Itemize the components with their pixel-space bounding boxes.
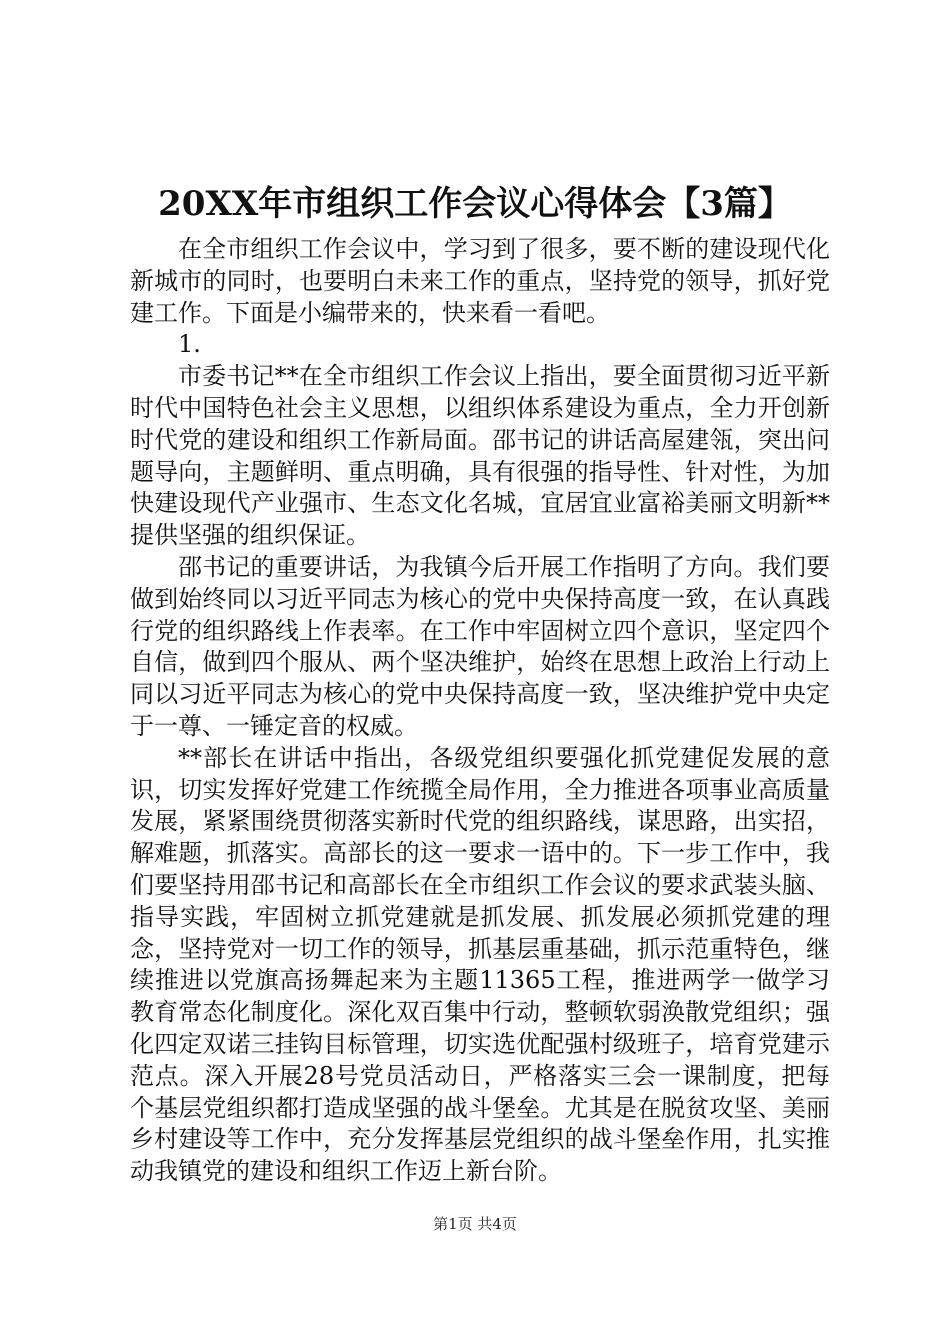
body-paragraph: 邵书记的重要讲话，为我镇今后开展工作指明了方向。我们要做到始终同以习近平同志为核心的党中央保持高度一致，在认真践行党的组织路线上作表率。在工作中牢固树立四个意识，坚定四个自信，做到四个服从、两个坚决维护，始终在思想上政治上行动上同以习近平同志为核心的党中央保持高度一致，坚决维护党中央定于一尊、一锤定音的权威。 [130,552,830,740]
document-body [130,234,830,1188]
section-number: 1. [178,330,201,359]
intro-paragraph: 在全市组织工作会议中，学习到了很多，要不断的建设现代化新城市的同时，也要明白未来工作的重点，坚持党的领导，抓好党建工作。下面是小编带来的，快来看一看吧。 [130,235,830,327]
body-paragraph: 市委书记**在全市组织工作会议上指出，要全面贯彻习近平新时代中国特色社会主义思想，以组织体系建设为重点，全力开创新时代党的建设和组织工作新局面。邵书记的讲话高屋建瓴，突出问题导向，主题鲜明、重点明确，具有很强的指导性、针对性，为加快建设现代产业强市、生态文化名城，宜居宜业富裕美丽文明新**提供坚强的组织保证。 [130,362,830,550]
page-footer: 第1页 共4页 [433,1215,517,1233]
body-paragraph: **部长在讲话中指出，各级党组织要强化抓党建促发展的意识，切实发挥好党建工作统揽全局作用，全力推进各项事业高质量发展，紧紧围绕贯彻落实新时代党的组织路线，谋思路，出实招，解难题，抓落实。高部长的这一要求一语中的。下一步工作中，我们要坚持用邵书记和高部长在全市组织工作会议的要求武装头脑、指导实践，牢固树立抓党建就是抓发展、抓发展必须抓党建的理念，坚持党对一切工作的领导，抓基层重基础，抓示范重特色，继续推进以党旗高扬舞起来为主题11365工程，推进两学一做学习教育常态化制度化。深化双百集中行动，整顿软弱涣散党组织；强化四定双诺三挂钩目标管理，切实选优配强村级班子，培育党建示范点。深入开展28号党员活动日，严格落实三会一课制度，把每个基层党组织都打造成坚强的战斗堡垒。尤其是在脱贫攻坚、美丽乡村建设等工作中，充分发挥基层党组织的战斗堡垒作用，扎实推动我镇党的建设和组织工作迈上新台阶。 [130,743,830,1186]
document-title: 20XX年市组织工作会议心得体会【3篇】 [158,184,792,224]
